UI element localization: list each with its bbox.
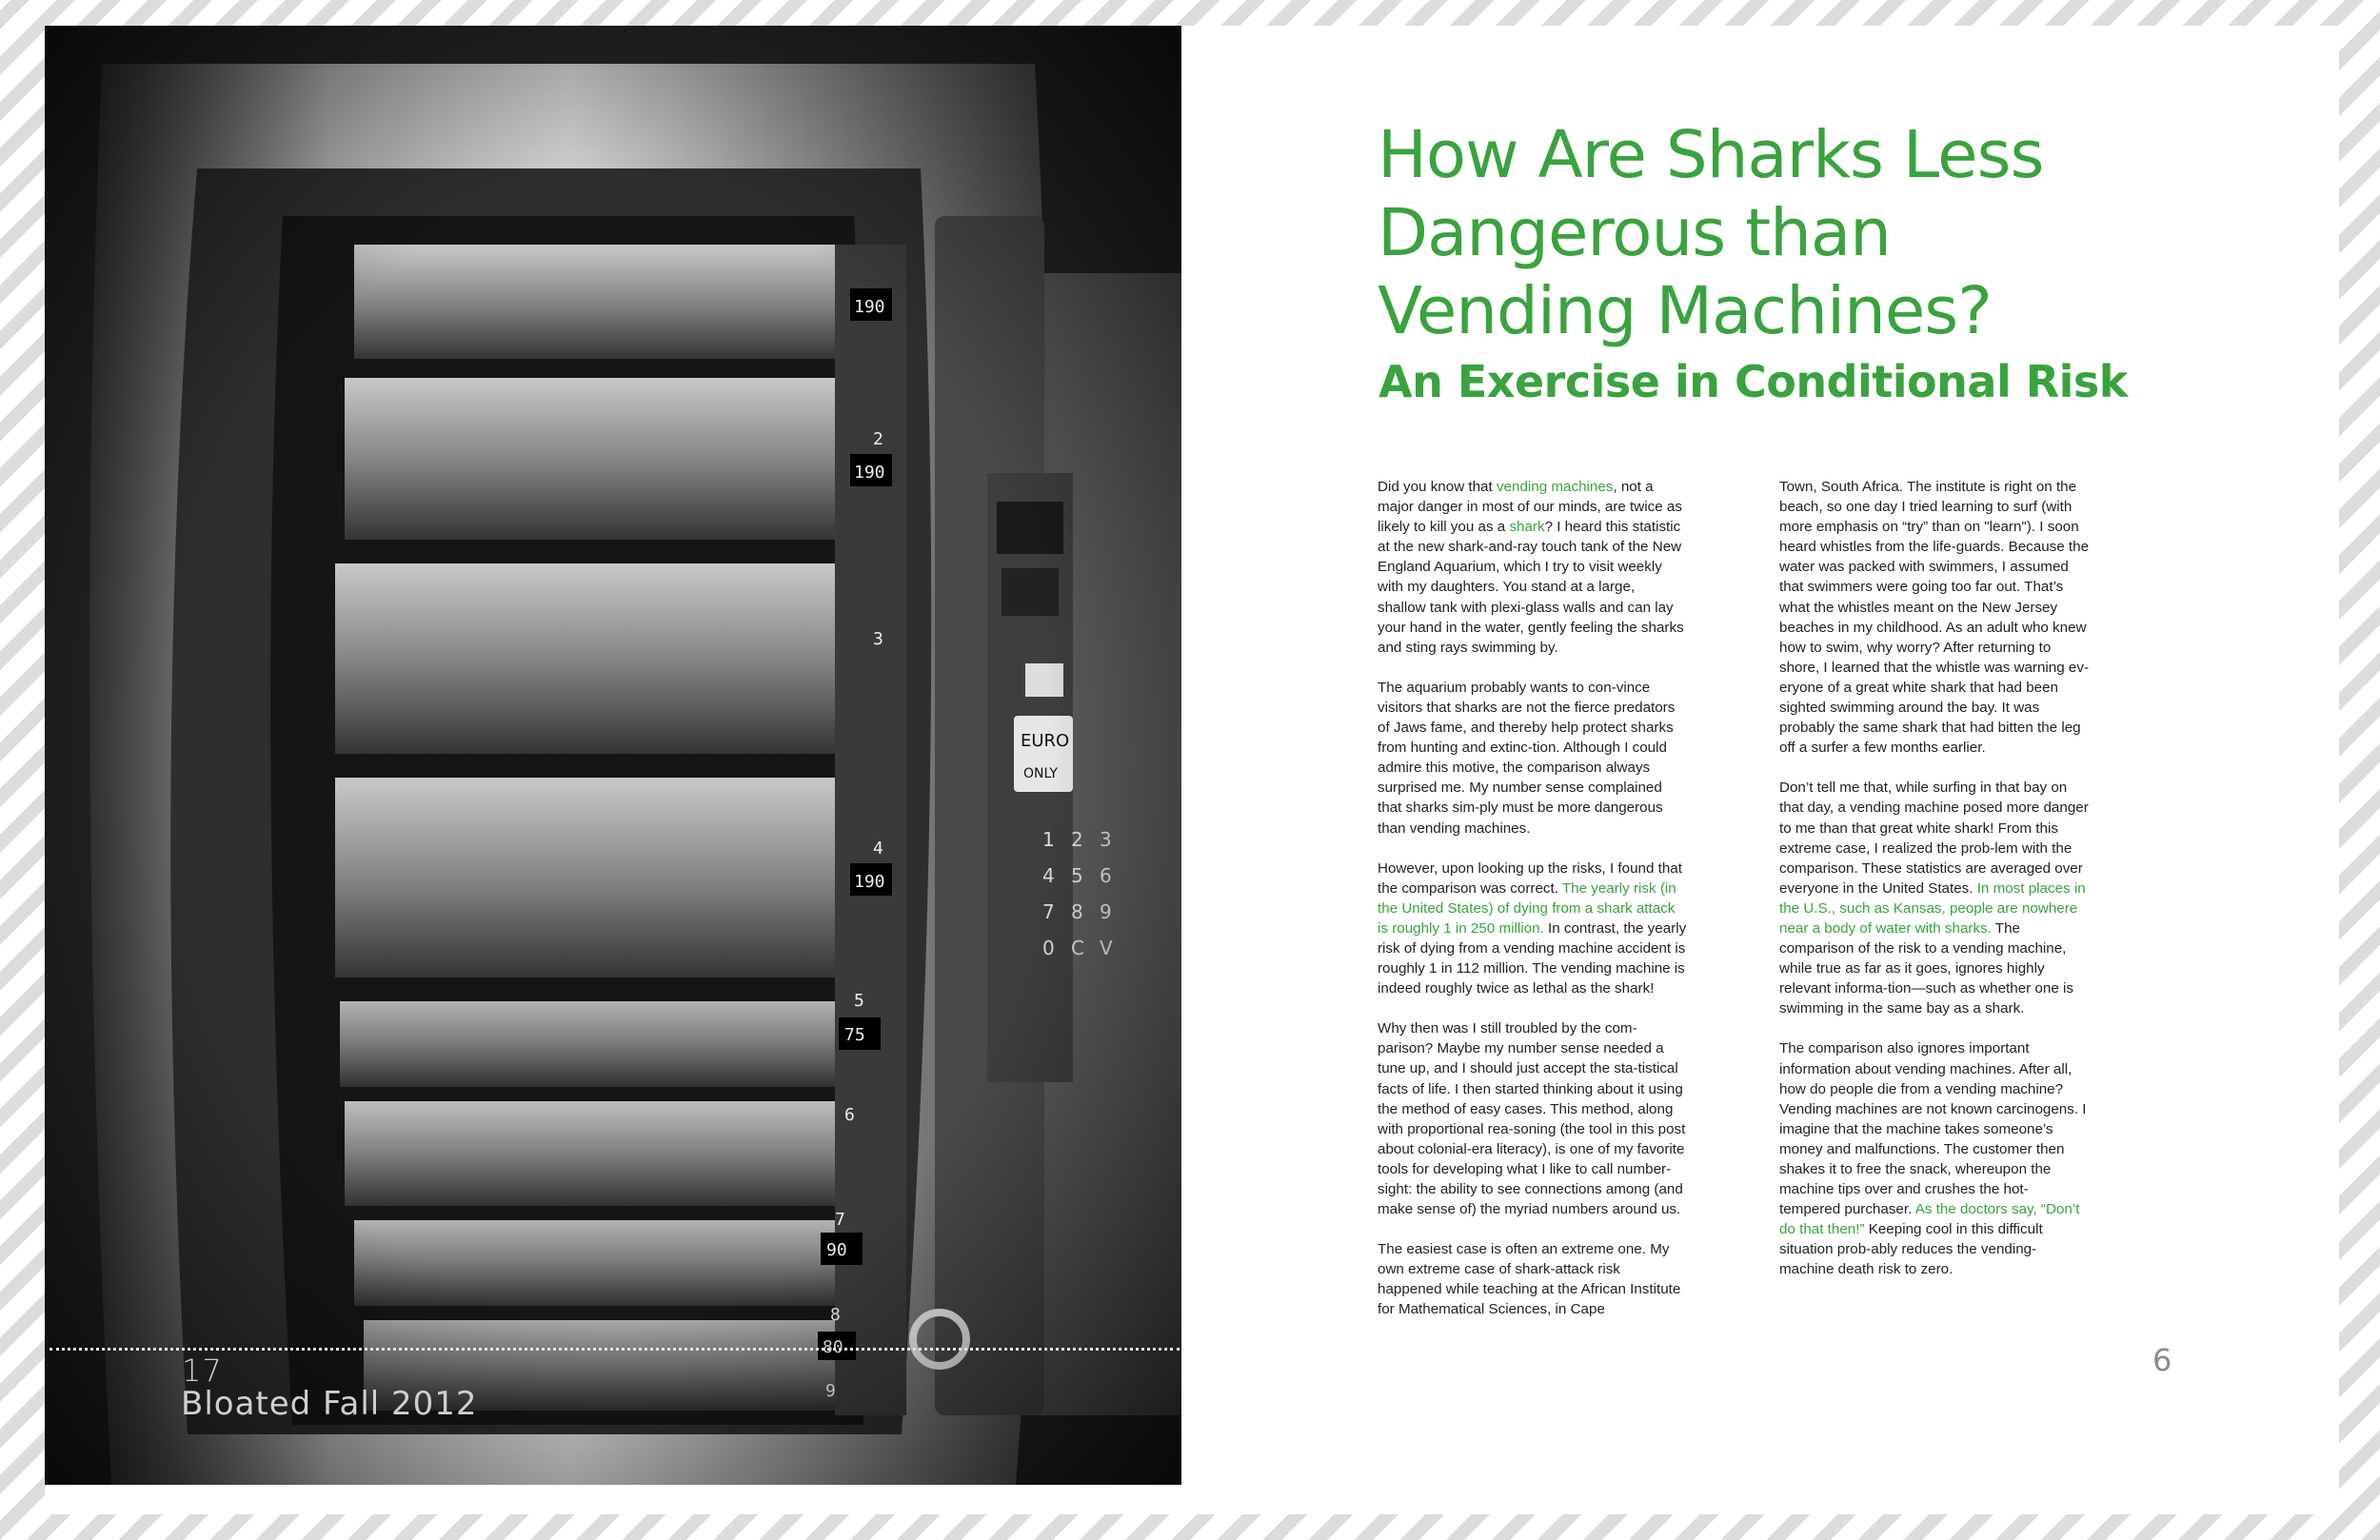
magazine-spread: [45, 26, 2339, 1514]
highlighted-text: vending machines: [1496, 479, 1614, 495]
highlighted-text: In most places in the U.S., such as Kansas, people are nowhere near a body of water with sharks.: [1779, 879, 2086, 937]
body-paragraph: [1378, 859, 1687, 999]
title-line: Dangerous than: [1378, 195, 1891, 271]
body-text: Did you know that: [1378, 479, 1497, 495]
body-paragraph: [1378, 1018, 1687, 1219]
body-text: Why then was I still troubled by the com-parison? Maybe my number sense needed a tune up, and I should just accept the sta-tistical facts of life. I then started thinking about it using the method of easy cases. This method, along with proportional rea-soning (the tool in this post about colonial-era literacy), is one of my favorite tools for developing what I like to call number-sight: the ability to see connections among (and make sense of) the myriad numbers around us.: [1378, 1020, 1686, 1218]
highlighted-text: shark: [1509, 519, 1545, 536]
title-line: Vending Machines?: [1378, 273, 1992, 349]
body-text: Don’t tell me that, while surfing in that bay on that day, a vending machine posed more danger to me than that great white shark! From this extreme case, I realized the prob-lem with the comparison. These statistics are averaged over everyone in the United States.: [1779, 780, 2089, 897]
body-paragraph: [1779, 1038, 2089, 1279]
body-paragraph: [1378, 1239, 1687, 1319]
title-line: How Are Sharks Less: [1378, 117, 2044, 193]
body-text: ? I heard this statistic at the new shark-and-ray touch tank of the New England Aquarium, which I try to visit weekly with my daughters. You stand at a large, shallow tank with plexi-glass walls and can lay your hand in the water, gently feeling the sharks and sting rays swimming by.: [1378, 519, 1684, 656]
highlighted-text: As the doctors say, “Don’t do that then!”: [1779, 1201, 2080, 1238]
folio-dotted-rule: [50, 1348, 1180, 1351]
body-text: However, upon looking up the risks, I found that the comparison was correct.: [1378, 859, 1682, 897]
body-paragraph: [1378, 678, 1687, 839]
body-text: The easiest case is often an extreme one. My own extreme case of shark-attack risk happened while teaching at the African Institute for Mathematical Sciences, in Cape: [1378, 1241, 1681, 1318]
body-paragraph: [1378, 477, 1687, 658]
body-text: The aquarium probably wants to con-vince visitors that sharks are not the fierce predators of Jaws fame, and thereby help protect sharks from hunting and extinc-tion. Although I could admire this motive, the comparison always surprised me. My number sense complained that sharks sim-ply must be more dangerous than vending machines.: [1378, 679, 1676, 837]
body-text: Keeping cool in this difficult situation prob-ably reduces the vending-machine death risk to zero.: [1779, 1221, 2043, 1278]
body-text: The comparison of the risk to a vending machine, while true as far as it goes, ignores highly relevant informa-tion—such as whether one is swimming in the same bay as a shark.: [1779, 919, 2073, 1017]
magazine-issue: Bloated Fall 2012: [181, 1385, 478, 1423]
body-paragraph: [1779, 477, 2089, 758]
body-column-1: [1378, 477, 1687, 1340]
body-text: In contrast, the yearly risk of dying from a vending machine accident is roughly 1 in 112 million. The vending machine is indeed roughly twice as lethal as the shark!: [1378, 919, 1687, 997]
vending-machine-illustration: [45, 26, 1181, 1485]
body-text: , not a major danger in most of our minds, are twice as likely to kill you as a: [1378, 479, 1682, 536]
body-text: Town, South Africa. The institute is right on the beach, so one day I tried learning to surf (with more emphasis on “try” than on "learn"). I soon heard whistles from the life-guards. Because the water was packed with swimmers, I assumed that swimmers were going too far out. That’s what the whistles meant on the New Jersey beaches in my childhood. As an adult who knew how to swim, why worry? After returning to shore, I learned that the whistle was warning ev-eryone of a great white shark that had been sighted swimming around the bay. It was probably the same shark that had bitten the leg off a surfer a few months earlier.: [1779, 479, 2090, 757]
article-subtitle: An Exercise in Conditional Risk: [1378, 356, 2128, 407]
body-column-2: [1779, 477, 2089, 1300]
right-page-number: 6: [2152, 1342, 2172, 1378]
highlighted-text: The yearly risk (in the United States) of dying from a shark attack is roughly 1 in 250 million.: [1378, 879, 1676, 937]
body-text: The comparison also ignores important information about vending machines. After all, how do people die from a vending machine? Vending machines are not known carcinogens. I imagine that the machine takes someone’s money and malfunctions. The customer then shakes it to free the snack, whereupon the machine tips over and crushes the hot-tempered purchaser.: [1779, 1040, 2087, 1218]
body-paragraph: [1779, 778, 2089, 1018]
vending-machine-photo: [45, 26, 1181, 1485]
left-page-number: 17: [182, 1352, 223, 1389]
article-title: [1378, 116, 2291, 350]
